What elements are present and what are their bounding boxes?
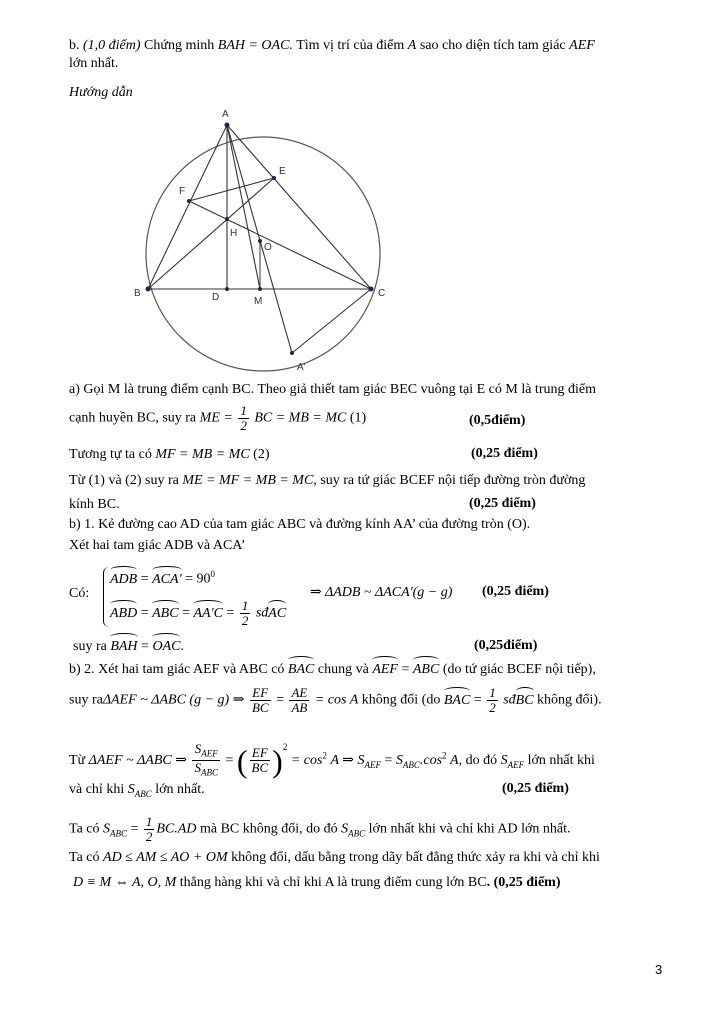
part-b1-line2: Xét hai tam giác ADB và ACA’ [69, 538, 246, 553]
part-b2-points-1: (0,25 điểm) [502, 781, 569, 796]
geometry-figure [120, 104, 420, 374]
label-a2: A' [297, 362, 306, 373]
fraction-half: $\frac{1}{2}$ [240, 403, 247, 433]
label-a: A [222, 109, 229, 120]
point-o [258, 239, 262, 243]
label-h: H [230, 228, 238, 239]
part-b1-co: Có: [69, 586, 90, 601]
point-e [272, 176, 276, 180]
diameter-aa [227, 125, 292, 353]
point-h [225, 217, 229, 221]
segment-ac [227, 125, 371, 289]
part-b2-line5: Ta có $S_{ABC}$ = $\frac{1}{2}$ BC.AD mà BC không đổi, do đó $S_{ABC}$ lớn nhất khi và chỉ khi AD lớn nhất. [69, 814, 571, 844]
part-b2-line7: D ≡ M ⇔ A, O, M thẳng hàng khi và chỉ khi A là trung điểm cung lớn BC. (0,25 điểm) [73, 875, 561, 890]
part-a-points-1: (0,5điểm) [469, 413, 526, 428]
point-a [225, 123, 230, 128]
segment-am [227, 125, 260, 289]
label-f: F [179, 186, 186, 197]
part-b1-line1: b) 1. Kẻ đường cao AD của tam giác ABC và đường kính AA’ của đường tròn (O). [69, 517, 531, 532]
similarity-implication: ⇒ ΔADB ~ ΔACA'(g − g) [310, 585, 453, 600]
label-o: O [264, 242, 272, 253]
part-a-line1: a) Gọi M là trung điểm cạnh BC. Theo giả thiết tam giác BEC vuông tại E có M là trung điểm [69, 382, 596, 397]
part-a-line5: kính BC. [69, 497, 120, 512]
part-a-points-3: (0,25 điểm) [469, 496, 536, 511]
label-c: C [378, 288, 386, 299]
part-b2-line6: Ta có AD ≤ AM ≤ AO + OM không đổi, dấu bằng trong dãy bất đẳng thức xảy ra khi và chỉ khi [69, 850, 600, 865]
part-a-line4: Từ (1) và (2) suy ra ME = MF = MB = MC, suy ra tứ giác BCEF nội tiếp đường tròn đường [69, 473, 586, 488]
part-b1-points-1: (0,25 điểm) [482, 584, 549, 599]
part-b2-line4: và chỉ khi $S_{ABC}$ lớn nhất. [69, 782, 205, 799]
eq-bah-oac: BAH = OAC. [217, 38, 293, 53]
part-b2-line3: Từ ΔAEF ~ ΔABC ⇒ $\frac{S_{AEF}}{S_{ABC}}$ = ( $\frac{EF}{BC}$ )$^2 = \cos^2 A$ ⇒ $S_{AEF} = S_{ABC}.\cos^2$ A, do đó $S_{AEF}$ lớn nhất khi [69, 740, 595, 779]
system-row-1: ADB = $ACA' = 90^0$ [110, 569, 215, 587]
part-a-line3: Tương tự ta có MF = MB = MC (2) [69, 447, 270, 462]
part-b1-points-2: (0,25điểm) [474, 638, 538, 653]
part-a-points-2: (0,25 điểm) [471, 446, 538, 461]
part-b-header-cont: lớn nhất. [69, 56, 119, 71]
segment-ab [148, 125, 227, 289]
part-a-line2: cạnh huyền BC, suy ra ME = $\frac{1}{2}$ BC = MB = MC (1) [69, 403, 367, 433]
part-b2-line2: suy raΔAEF ~ ΔABC (g − g) ⇒ $\frac{EF}{BC}$ = $\frac{AE}{AB}$ = cos A không đổi (do BAC = $\frac{1}{2}$ sđBC không đổi). [69, 685, 602, 715]
point-c [369, 287, 374, 292]
label-m: M [254, 296, 263, 307]
part-b2-line1: b) 2. Xét hai tam giác AEF và ABC có BAC chung và AEF = ABC (do tứ giác BCEF nội tiếp), [69, 662, 596, 677]
system-row-2: ABD = ABC = AA'C = $\frac{1}{2}$ sđAC [110, 598, 287, 628]
part-b1-conclusion: suy ra BAH = OAC. [73, 639, 184, 654]
altitude-cf [189, 201, 371, 289]
point-f [187, 199, 191, 203]
point-m [258, 287, 262, 291]
guide-title: Hướng dẫn [69, 85, 133, 100]
label-b: B [134, 288, 141, 299]
page-number: 3 [655, 962, 663, 977]
circle-o [146, 137, 380, 371]
label-d: D [212, 292, 220, 303]
part-b-header: b. (1,0 điểm) Chứng minh BAH = OAC. Tìm vị trí của điểm A sao cho diện tích tam giác AEF [69, 38, 595, 53]
point-a2 [290, 351, 294, 355]
point-b [146, 287, 151, 292]
point-d [225, 287, 229, 291]
label-e: E [279, 166, 286, 177]
